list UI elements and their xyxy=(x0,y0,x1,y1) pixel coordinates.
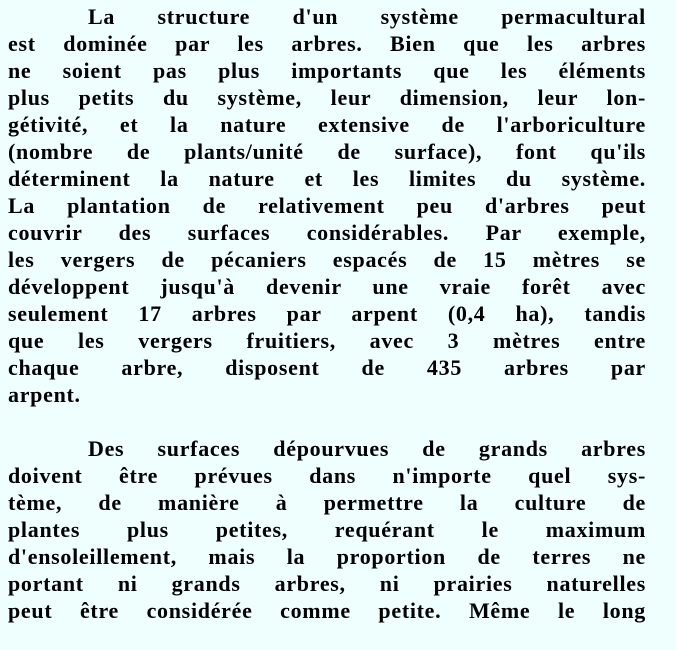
text-line: portant ni grands arbres, ni prairies naturelles xyxy=(8,571,646,596)
text-line: chaque arbre, disposent de 435 arbres par xyxy=(8,355,646,380)
text-line: déterminent la nature et les limites du système. xyxy=(8,166,646,191)
text-line: (nombre de plants/unité de surface), font qu'ils xyxy=(8,139,646,164)
text-line: d'ensoleillement, mais la proportion de terres ne xyxy=(8,544,646,569)
text-line: doivent être prévues dans n'importe quel sys- xyxy=(8,463,646,488)
text-line: les vergers de pécaniers espacés de 15 mètres se xyxy=(8,247,646,272)
text-line: plus petits du système, leur dimension, leur lon- xyxy=(8,85,646,110)
paragraph-1 xyxy=(8,0,646,405)
text-line: gétivité, et la nature extensive de l'arboriculture xyxy=(8,112,646,137)
text-body xyxy=(8,0,646,621)
text-line: seulement 17 arbres par arpent (0,4 ha), tandis xyxy=(8,301,646,326)
text-line: arpent. xyxy=(8,382,81,407)
paragraph-gap xyxy=(8,405,646,432)
text-line: La structure d'un système permacultural xyxy=(88,4,646,29)
text-line: plantes plus petites, requérant le maximum xyxy=(8,517,646,542)
text-line: peut être considérée comme petite. Même le long xyxy=(8,598,646,623)
text-line: ne soient pas plus importants que les éléments xyxy=(8,58,646,83)
paragraph-2 xyxy=(8,432,646,621)
text-line: développent jusqu'à devenir une vraie forêt avec xyxy=(8,274,646,299)
text-line: couvrir des surfaces considérables. Par exemple, xyxy=(8,220,646,245)
text-line: La plantation de relativement peu d'arbres peut xyxy=(8,193,646,218)
text-line: est dominée par les arbres. Bien que les arbres xyxy=(8,31,646,56)
text-line: Des surfaces dépourvues de grands arbres xyxy=(88,436,646,461)
text-line: que les vergers fruitiers, avec 3 mètres entre xyxy=(8,328,646,353)
text-line: tème, de manière à permettre la culture de xyxy=(8,490,646,515)
